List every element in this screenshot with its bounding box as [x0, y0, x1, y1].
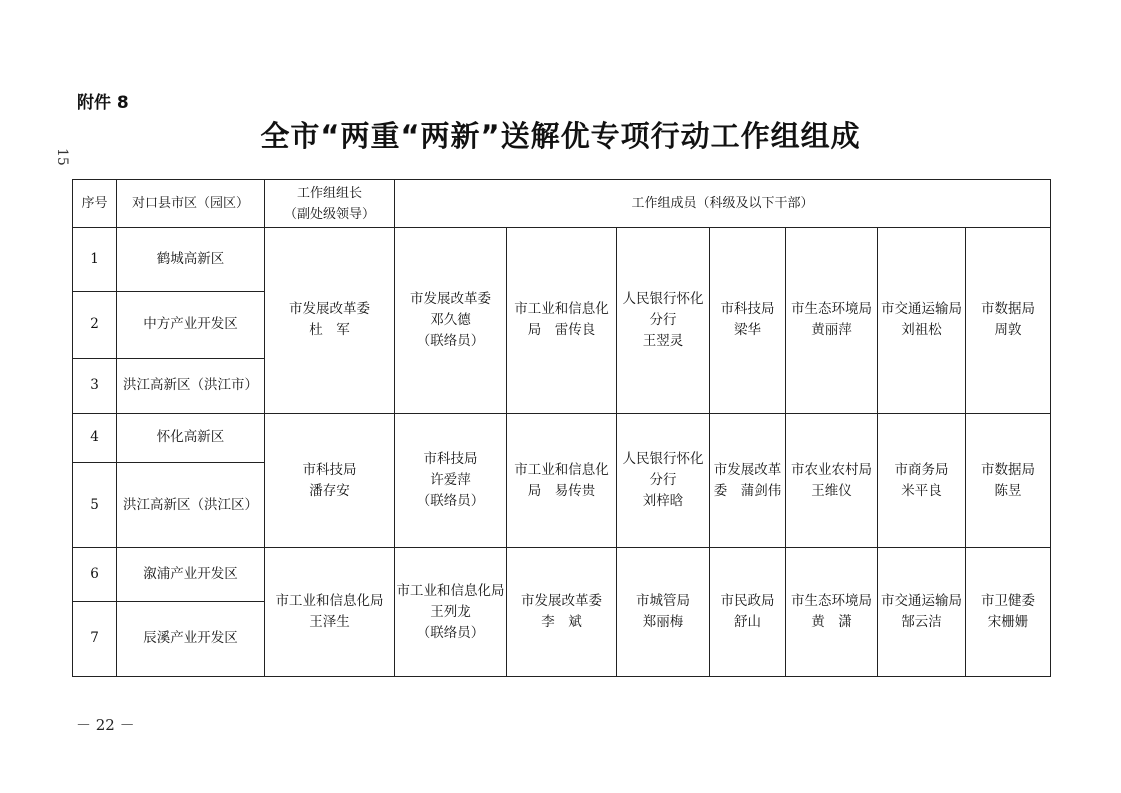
member-cell	[878, 548, 966, 677]
member-line: 梁华	[734, 322, 761, 339]
member-line: 局 易传贵	[527, 482, 596, 499]
member-cell	[786, 413, 878, 548]
member-line: 市工业和信息化	[514, 461, 609, 478]
seq-cell: 4	[73, 413, 117, 462]
member-cell	[710, 413, 786, 548]
leader-line: 杜 军	[309, 322, 350, 339]
member-line: 王维仪	[811, 482, 852, 499]
area-cell: 中方产业开发区	[117, 292, 265, 358]
member-line: 米平良	[901, 482, 942, 499]
member-cell	[395, 548, 507, 677]
member-line: 市交通运输局	[881, 593, 962, 610]
page-title: 全市“两重“两新”送解优专项行动工作组组成	[260, 119, 861, 153]
member-line: （联络员）	[416, 332, 485, 349]
member-cell	[966, 413, 1051, 548]
member-line: 黄丽萍	[811, 322, 852, 339]
member-line: 邓久德	[430, 311, 471, 328]
member-line: 人民银行怀化	[622, 290, 704, 307]
leader-cell	[265, 548, 395, 677]
member-line: 王翌灵	[642, 332, 684, 349]
leader-line: 市工业和信息化局	[275, 593, 384, 610]
member-cell	[878, 228, 966, 414]
member-line: 市交通运输局	[881, 301, 962, 318]
area-cell: 洪江高新区（洪江区）	[117, 463, 265, 548]
table-row	[73, 228, 1051, 292]
header-area: 对口县市区（园区）	[117, 180, 265, 228]
leader-line: 潘存安	[309, 482, 350, 499]
seq-cell: 7	[73, 601, 117, 676]
seq-cell: 6	[73, 548, 117, 601]
member-line: 黄 潇	[811, 614, 852, 631]
member-cell	[507, 413, 617, 548]
member-cell	[617, 548, 710, 677]
area-cell: 鹤城高新区	[117, 228, 265, 292]
member-line: 市发展改革委	[521, 593, 602, 610]
member-line: 市工业和信息化	[514, 301, 609, 318]
member-line: 郑丽梅	[642, 614, 684, 631]
member-cell	[786, 548, 878, 677]
member-cell	[786, 228, 878, 414]
member-line: 周敦	[994, 322, 1022, 339]
member-line: 舒山	[734, 614, 761, 631]
header-members: 工作组成员（科级及以下干部）	[395, 180, 1051, 228]
seq-cell: 1	[73, 228, 117, 292]
header-leader-line2: （副处级领导）	[283, 206, 375, 222]
leader-cell	[265, 228, 395, 414]
table-header-row	[73, 180, 1051, 228]
leader-line: 市科技局	[302, 461, 357, 478]
member-cell	[710, 548, 786, 677]
member-line: 市数据局	[981, 301, 1036, 318]
area-cell: 怀化高新区	[117, 413, 265, 462]
member-line: 市发展改革	[713, 461, 782, 478]
leader-line: 王泽生	[309, 614, 350, 631]
member-cell	[395, 228, 507, 414]
work-group-table	[72, 179, 1051, 677]
header-leader	[265, 180, 395, 228]
leader-line: 市发展改革委	[289, 301, 370, 318]
page-number: － 22 －	[76, 716, 135, 734]
area-cell: 溆浦产业开发区	[117, 548, 265, 601]
member-cell	[878, 413, 966, 548]
member-line: 刘梓晗	[642, 493, 684, 510]
member-cell	[617, 413, 710, 548]
member-cell	[966, 228, 1051, 414]
member-line: 市科技局	[423, 451, 478, 468]
member-cell	[710, 228, 786, 414]
member-line: 市科技局	[720, 301, 775, 318]
member-line: 郜云洁	[901, 614, 942, 631]
member-cell	[507, 228, 617, 414]
member-line: 委 蒲剑伟	[713, 482, 782, 499]
seq-cell: 5	[73, 463, 117, 548]
member-line: 分行	[649, 472, 677, 489]
member-line: 市工业和信息化局	[396, 582, 505, 599]
area-cell: 辰溪产业开发区	[117, 601, 265, 676]
member-line: （联络员）	[416, 493, 485, 510]
member-line: 市生态环境局	[791, 301, 872, 318]
member-cell	[966, 548, 1051, 677]
member-line: 宋栅姗	[987, 614, 1029, 631]
member-line: 市卫健委	[981, 593, 1036, 610]
member-cell	[507, 548, 617, 677]
seq-cell: 3	[73, 358, 117, 413]
member-line: 市生态环境局	[791, 593, 872, 610]
leader-cell	[265, 413, 395, 548]
member-line: 许爱萍	[430, 472, 471, 489]
member-line: 分行	[649, 311, 677, 328]
seq-cell: 2	[73, 292, 117, 358]
member-line: 局 雷传良	[527, 322, 596, 339]
member-cell	[395, 413, 507, 548]
member-line: 李 斌	[541, 614, 582, 631]
member-line: 市发展改革委	[410, 290, 491, 307]
member-line: （联络员）	[416, 624, 485, 641]
member-line: 刘祖松	[901, 322, 942, 339]
header-seq: 序号	[73, 180, 117, 228]
member-line: 王列龙	[430, 603, 471, 620]
attachment-label: 附件 8	[77, 93, 129, 113]
table-row	[73, 413, 1051, 462]
member-line: 市民政局	[720, 593, 775, 610]
member-cell	[617, 228, 710, 414]
table-row	[73, 548, 1051, 601]
side-margin-mark: 15	[54, 148, 70, 166]
area-cell: 洪江高新区（洪江市）	[117, 358, 265, 413]
header-leader-line1: 工作组组长	[296, 185, 362, 201]
member-line: 市商务局	[894, 461, 949, 478]
member-line: 人民银行怀化	[622, 451, 704, 468]
member-line: 市数据局	[981, 461, 1036, 478]
member-line: 陈昱	[994, 482, 1022, 499]
member-line: 市农业农村局	[791, 461, 872, 478]
member-line: 市城管局	[636, 593, 690, 610]
